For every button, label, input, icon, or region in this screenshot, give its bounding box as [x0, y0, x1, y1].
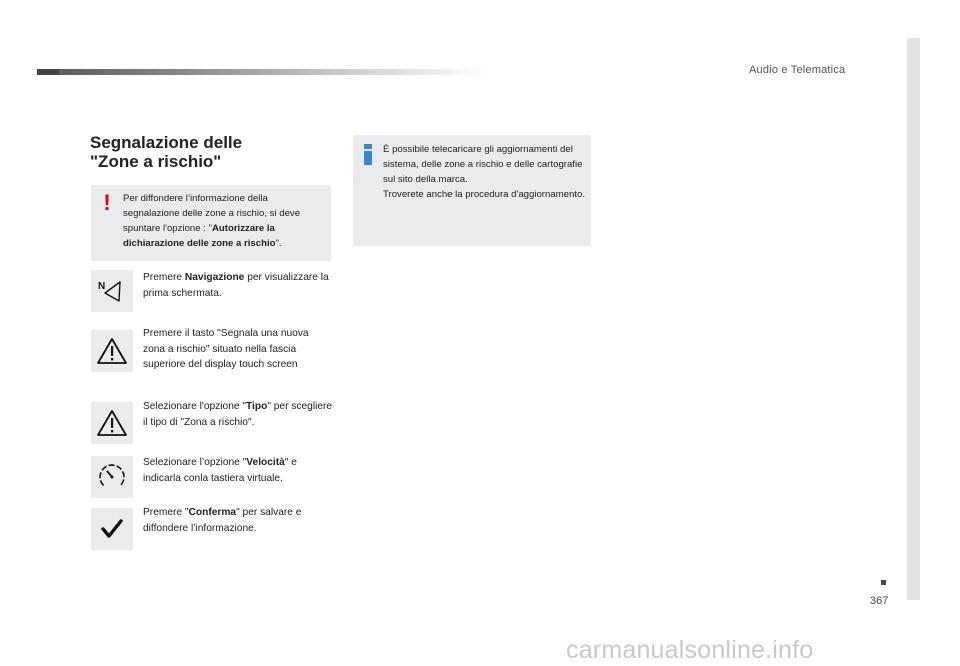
- step-2-text: Premere il tasto "Segnala una nuova zona a rischio" situato nella fascia superiore del display touch screen: [143, 328, 309, 370]
- step-3-post: " per scegliere il tipo di "Zona a rischio".: [143, 401, 333, 428]
- navigation-icon: [91, 270, 133, 312]
- step-3-pre: Selezionare l'opzione ": [143, 401, 246, 412]
- warning-text-1: Per diffondere l’informazione della segnalazione delle zone a rischio, si deve spuntare l'opzione : ": [123, 193, 301, 234]
- warning-box: [91, 185, 331, 261]
- page-number: 367: [870, 595, 889, 607]
- speedometer-icon: [91, 456, 133, 498]
- step-4-pre: Selezionare l’opzione ": [143, 457, 247, 468]
- page-dot: [881, 580, 886, 585]
- step-5-bold: Conferma: [188, 507, 237, 518]
- step-3-text: [143, 399, 333, 430]
- info-text: [383, 142, 588, 202]
- info-icon: [364, 144, 372, 165]
- step-4-post: " e indicarla conla tastiera virtuale.: [143, 457, 297, 484]
- step-1-post: per visualizzare la prima schermata.: [143, 272, 329, 299]
- section-title-line1: Segnalazione delle: [90, 133, 243, 152]
- info-text-1: È possibile telecaricare gli aggiornamenti del sistema, delle zone a rischio e delle cartografie sul sito della marca.: [383, 144, 583, 185]
- checkmark-icon: [91, 508, 133, 550]
- step-3-bold: Tipo: [245, 401, 268, 412]
- section-title: [90, 133, 242, 171]
- step-4-bold: Velocità: [246, 457, 285, 468]
- warning-text: [123, 191, 325, 251]
- info-box: [353, 135, 591, 246]
- step-1-bold: Navigazione: [184, 272, 245, 283]
- step-5-pre: Premere ": [143, 507, 189, 518]
- step-4-text: [143, 455, 333, 486]
- warning-triangle-icon: [91, 330, 133, 372]
- header-title: Audio e Telematica: [749, 64, 846, 76]
- side-bar: [907, 38, 920, 600]
- step-1-pre: Premere: [143, 272, 185, 283]
- exclamation-icon: !: [103, 190, 111, 215]
- warning-triangle-icon: [91, 402, 133, 444]
- step-1-text: [143, 270, 333, 301]
- step-5-post: " per salvare e diffondere l’informazione.: [143, 507, 302, 534]
- warning-text-2: ".: [275, 238, 282, 249]
- info-text-2: Troverete anche la procedura d'aggiornamento.: [383, 189, 586, 200]
- step-5-text: [143, 505, 333, 536]
- warning-bold: Autorizzare la dichiarazione delle zone a rischio: [123, 223, 276, 249]
- watermark: carmanualsonline.info: [566, 636, 814, 664]
- header-decor-bar: [37, 69, 487, 75]
- section-title-line2: "Zone a rischio": [90, 152, 222, 171]
- svg-text:N: N: [98, 281, 106, 292]
